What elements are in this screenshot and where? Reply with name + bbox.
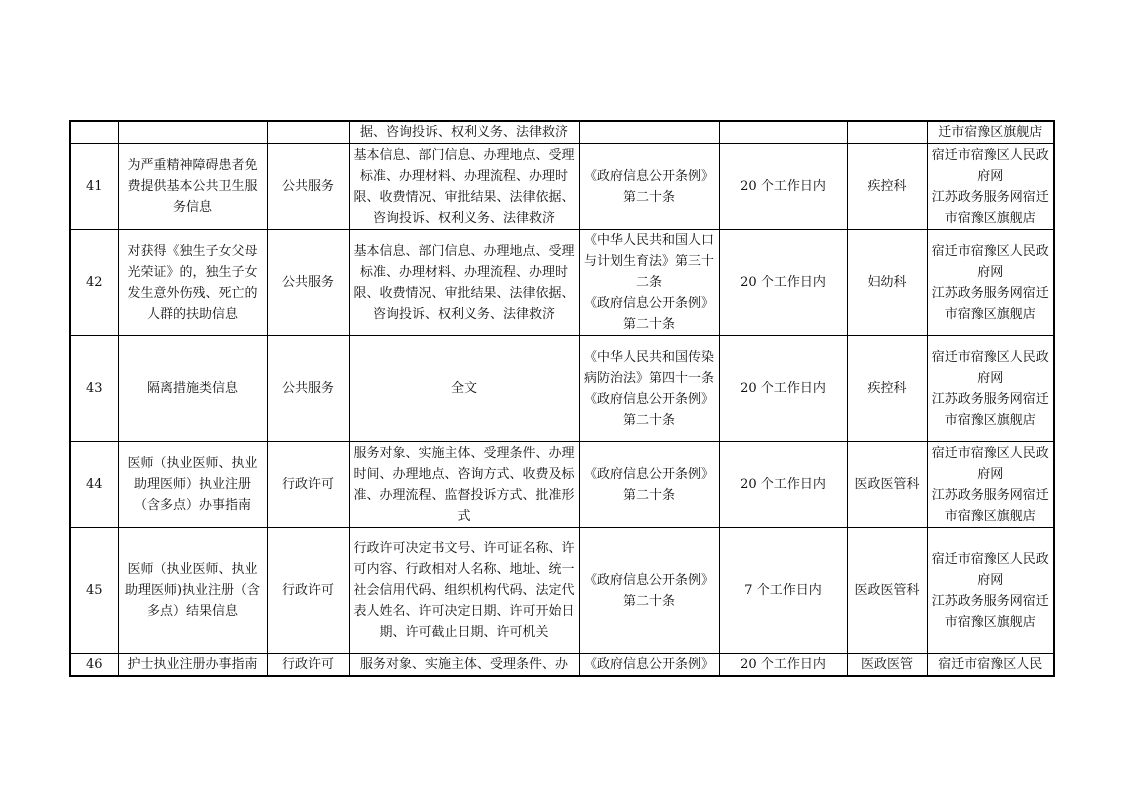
row-category: 公共服务 — [267, 144, 349, 230]
row-department — [847, 121, 927, 144]
row-basis: 《中华人民共和国传染病防治法》第四十一条 《政府信息公开条例》第二十条 — [579, 336, 719, 442]
row-channel: 宿迁市宿豫区人民 — [927, 654, 1054, 677]
row-time-limit: 20 个工作日内 — [719, 144, 847, 230]
row-basis: 《政府信息公开条例》第二十条 — [579, 144, 719, 230]
row-department: 疾控科 — [847, 336, 927, 442]
row-department: 医政医管 — [847, 654, 927, 677]
row-time-limit: 20 个工作日内 — [719, 336, 847, 442]
row-category: 行政许可 — [267, 528, 349, 654]
row-department: 妇幼科 — [847, 230, 927, 336]
row-content: 全文 — [349, 336, 579, 442]
table-row — [70, 336, 1054, 442]
row-seq: 45 — [70, 528, 118, 654]
row-basis: 《政府信息公开条例》 — [579, 654, 719, 677]
table-row — [70, 144, 1054, 230]
row-item: 护士执业注册办事指南 — [118, 654, 267, 677]
row-item: 医师（执业医师、执业助理医师）执业注册（含多点）办事指南 — [118, 442, 267, 528]
row-category: 行政许可 — [267, 654, 349, 677]
row-department: 医政医管科 — [847, 442, 927, 528]
table-row — [70, 528, 1054, 654]
row-basis — [579, 121, 719, 144]
row-channel: 宿迁市宿豫区人民政府网 江苏政务服务网宿迁市宿豫区旗舰店 — [927, 230, 1054, 336]
row-department: 医政医管科 — [847, 528, 927, 654]
row-seq: 46 — [70, 654, 118, 677]
row-content: 基本信息、部门信息、办理地点、受理标准、办理材料、办理流程、办理时限、收费情况、审批结果、法律依据、咨询投诉、权利义务、法律救济 — [349, 230, 579, 336]
row-basis: 《政府信息公开条例》第二十条 — [579, 442, 719, 528]
row-content: 服务对象、实施主体、受理条件、办 — [349, 654, 579, 677]
row-seq — [70, 121, 118, 144]
row-item: 为严重精神障碍患者免费提供基本公共卫生服务信息 — [118, 144, 267, 230]
row-category: 行政许可 — [267, 442, 349, 528]
row-seq: 44 — [70, 442, 118, 528]
row-time-limit: 7 个工作日内 — [719, 528, 847, 654]
row-content: 基本信息、部门信息、办理地点、受理标准、办理材料、办理流程、办理时限、收费情况、审批结果、法律依据、咨询投诉、权利义务、法律救济 — [349, 144, 579, 230]
row-content: 据、咨询投诉、权利义务、法律救济 — [349, 121, 579, 144]
row-channel: 宿迁市宿豫区人民政府网 江苏政务服务网宿迁市宿豫区旗舰店 — [927, 144, 1054, 230]
table-row — [70, 442, 1054, 528]
row-channel: 宿迁市宿豫区人民政府网 江苏政务服务网宿迁市宿豫区旗舰店 — [927, 336, 1054, 442]
row-channel: 宿迁市宿豫区人民政府网 江苏政务服务网宿迁市宿豫区旗舰店 — [927, 528, 1054, 654]
row-basis: 《政府信息公开条例》第二十条 — [579, 528, 719, 654]
row-item: 医师（执业医师、执业助理医师)执业注册（含多点）结果信息 — [118, 528, 267, 654]
row-time-limit: 20 个工作日内 — [719, 442, 847, 528]
row-channel: 迁市宿豫区旗舰店 — [927, 121, 1054, 144]
disclosure-table — [69, 120, 1055, 677]
row-seq: 41 — [70, 144, 118, 230]
row-content: 服务对象、实施主体、受理条件、办理时间、办理地点、咨询方式、收费及标准、办理流程、监督投诉方式、批准形式 — [349, 442, 579, 528]
table-row — [70, 230, 1054, 336]
row-category — [267, 121, 349, 144]
row-seq: 42 — [70, 230, 118, 336]
row-time-limit: 20 个工作日内 — [719, 654, 847, 677]
row-basis: 《中华人民共和国人口与计划生育法》第三十二条 《政府信息公开条例》第二十条 — [579, 230, 719, 336]
row-channel: 宿迁市宿豫区人民政府网 江苏政务服务网宿迁市宿豫区旗舰店 — [927, 442, 1054, 528]
row-item: 对获得《独生子女父母光荣证》的，独生子女发生意外伤残、死亡的人群的扶助信息 — [118, 230, 267, 336]
row-time-limit: 20 个工作日内 — [719, 230, 847, 336]
row-department: 疾控科 — [847, 144, 927, 230]
row-item — [118, 121, 267, 144]
row-seq: 43 — [70, 336, 118, 442]
row-category: 公共服务 — [267, 336, 349, 442]
table-row — [70, 121, 1054, 144]
row-time-limit — [719, 121, 847, 144]
row-category: 公共服务 — [267, 230, 349, 336]
row-content: 行政许可决定书文号、许可证名称、许可内容、行政相对人名称、地址、统一社会信用代码、组织机构代码、法定代表人姓名、许可决定日期、许可开始日期、许可截止日期、许可机关 — [349, 528, 579, 654]
row-item: 隔离措施类信息 — [118, 336, 267, 442]
table-row — [70, 654, 1054, 677]
